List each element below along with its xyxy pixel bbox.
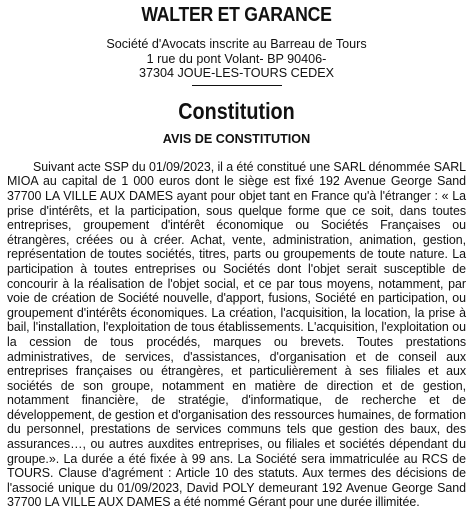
section-title: Constitution <box>178 97 295 124</box>
firm-address <box>6 37 467 81</box>
address-line: 1 rue du pont Volant- BP 90406- <box>146 51 327 66</box>
address-line: 37304 JOUE-LES-TOURS CEDEX <box>138 66 335 81</box>
address-line: Société d'Avocats inscrite au Barreau de Tours <box>106 37 367 51</box>
legal-notice-page <box>0 3 473 510</box>
notice-body: Suivant acte SSP du 01/09/2023, il a été constitué une SARL dénommée SARL MIOA au capital de 1 000 euros dont le siège est fixé 192 Avenue George Sand 37700 LA VILLE AUX DAMES ayant pour objet tant en France qu'à l'étranger : « La prise d'intérêts, et la participation, sous quelque forme que ce soit, dans toutes entreprises, groupement d'intérêt économique ou Sociétés Françaises ou étrangères, créées ou à créer. Achat, vente, administration, animation, gestion, représentation de toutes sociétés, titres, parts ou groupements de toute nature. La participation à toutes entreprises ou Sociétés dont l'objet serait susceptible de concourir à la réalisation de l'objet social, et ce par tous moyens, notamment, par voie de création de Société nouvelle, d'apport, fusions, Société en participation, ou groupement d'intérêts économiques. La création, l'acquisition, la location, la prise à bail, l'installation, l'exploitation de tous établissements. L'acquisition, l'exploitation ou la cession de tous procédés, marques ou brevets. Toutes prestations administratives, de services, d'assistances, d'organisation et de conseil aux entreprises françaises ou étrangères, et particulièrement à ses filiales et aux sociétés de son groupe, notamment en matière de direction et de gestion, notamment financière, de stratégie, d'informatique, de recherche et de développement, de gestion et d'organisation des ressources humaines, de formation du personnel, prestations de services communs tels que gestion des baux, des assurances…, ou autres auxdites entreprises, ou filiales et sociétés dépendant du groupe.». La durée a été fixée à 99 ans. La Société sera immatriculée au RCS de TOURS. Clause d'agrément : Article 10 des statuts. Aux termes des décisions de l'associé unique du 01/09/2023, David POLY demeurant 192 Avenue George Sand 37700 LA VILLE AUX DAMES a été nommé Gérant pour une durée illimitée. <box>7 159 466 510</box>
divider <box>192 85 282 86</box>
firm-name: WALTER ET GARANCE <box>141 3 332 26</box>
notice-subtitle: AVIS DE CONSTITUTION <box>162 131 311 146</box>
